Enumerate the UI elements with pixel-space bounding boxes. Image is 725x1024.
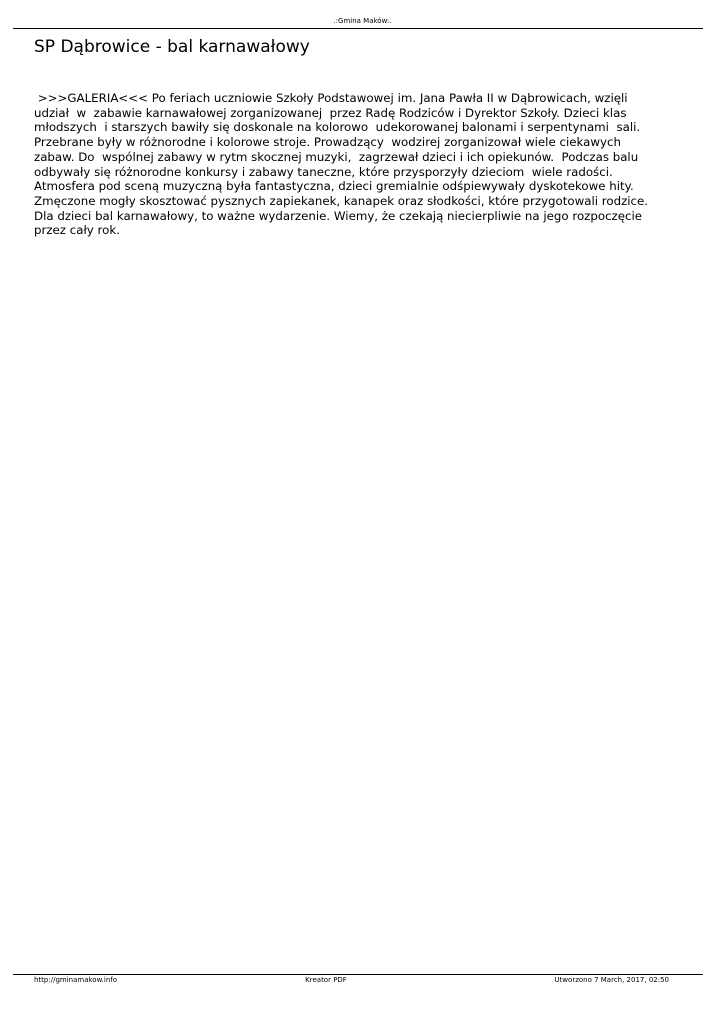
- article-text-line: młodszych i starszych bawiły się doskonale na kolorowo udekorowanej balonami i serpentynami sali.: [34, 120, 641, 135]
- article-text-line: Dla dzieci bal karnawałowy, to ważne wydarzenie. Wiemy, że czekają niecierpliwie na jego rozpoczęcie: [34, 208, 643, 223]
- header-divider: [13, 28, 703, 29]
- article-text-line: Zmęczone mogły skosztować pysznych zapiekanek, kanapek oraz słodkości, które przygotowali rodzice.: [34, 193, 649, 208]
- footer-url: http://gminamakow.info: [34, 976, 118, 984]
- article-text-line: przez cały rok.: [34, 223, 120, 238]
- article-text-line: zabaw. Do wspólnej zabawy w rytm skocznej muzyki, zagrzewał dzieci i ich opiekunów. Podczas balu: [34, 149, 639, 164]
- article-text-line: Przebrane były w różnorodne i kolorowe stroje. Prowadzący wodzirej zorganizował wiele ciekawych: [34, 135, 621, 150]
- article-text-line: >>>GALERIA<<< Po feriach uczniowie Szkoły Podstawowej im. Jana Pawła II w Dąbrowicach, wzięli: [34, 91, 628, 105]
- footer-divider: [13, 974, 703, 975]
- article-text-line: odbywały się różnorodne konkursy i zabawy taneczne, które przysporzyły dzieciom wiele radości.: [34, 164, 613, 179]
- article-text-line: udział w zabawie karnawałowej zorganizowanej przez Radę Rodziców i Dyrektor Szkoły. Dzieci klas: [34, 105, 627, 120]
- footer-created-date: Utworzono 7 March, 2017, 02:50: [554, 976, 669, 984]
- article-text-line: Atmosfera pod sceną muzyczną była fantastyczna, dzieci gremialnie odśpiewywały dyskotekowe hity.: [34, 179, 634, 194]
- article-title: SP Dąbrowice - bal karnawałowy: [34, 37, 310, 57]
- article-body: [34, 91, 684, 238]
- site-header: .:Gmina Maków:.: [333, 17, 392, 25]
- footer-generator: Kreator PDF: [305, 976, 347, 984]
